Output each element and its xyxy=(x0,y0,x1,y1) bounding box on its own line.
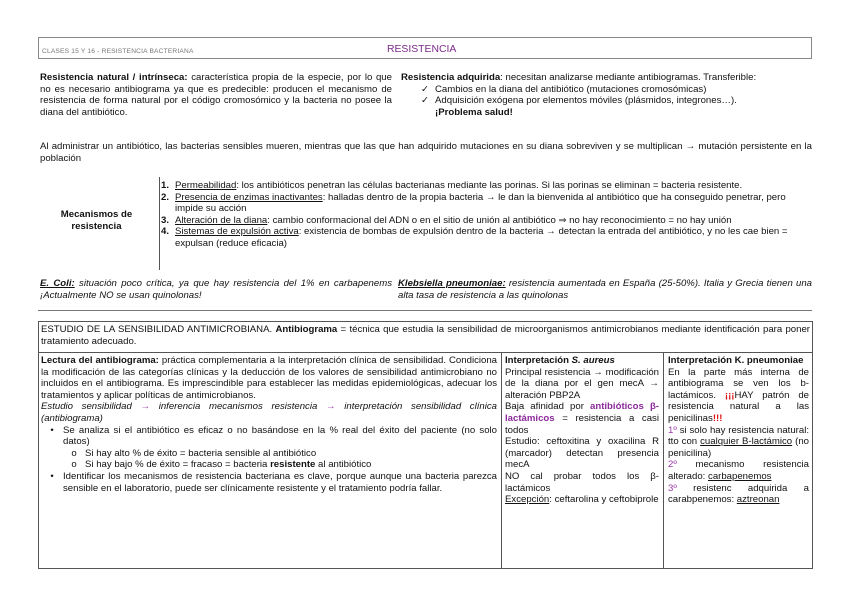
table-col-divider xyxy=(501,353,502,569)
reading-title: Lectura del antibiograma: xyxy=(41,355,159,366)
natural-resistance-term: Resistencia natural / intrínseca: xyxy=(40,72,188,83)
arrow-icon: → xyxy=(325,401,336,413)
arrow-icon: → xyxy=(140,401,151,413)
section-divider xyxy=(38,310,812,311)
intro-paragraph: Al administrar un antibiótico, las bacterias sensibles mueren, mientras que las que han adquirido mutaciones en su diana sobreviven y se multiplican → mutación persistente en la población xyxy=(40,141,812,164)
acquired-item: ✓ Cambios en la diana del antibiótico (mutaciones cromosómicas) xyxy=(421,83,707,95)
circle-bullet-icon: o xyxy=(71,447,77,459)
table-header-divider xyxy=(38,352,813,353)
ecoli-term: E. Coli: xyxy=(40,278,75,289)
check-icon: ✓ xyxy=(421,83,430,95)
natural-resistance-text: característica propia de la especie, por lo que no es necesario antibiograma ya que es predecible: producen el mecanismo de resistencia de forma natural por el código cromosómico y la bacteria no posee la diana del antibiótico. xyxy=(40,72,392,118)
check-icon: ✓ xyxy=(421,95,430,107)
table-col-reading: Lectura del antibiograma: práctica complementaria a la interpretación clínica de sensibilidad. Condiciona la modificación de las categorías clínicas y la deducción de los valores de sensibilidad antimicrobiano no incluidos en el antibiograma. Es imprescindible para establecer las medidas epidemiológicas, adecuar los tratamientos y aplicar políticas de antimicrobianos. Estudio sensibilidad → inferencia mecanismos resistencia → interpretación sensibilidad clínica (antibiograma) • Se analiza si el antibiótico es eficaz o no basándose en la % real del éxito del paciente (no solo datos) o Si hay alto % de éxito = bacteria sensible al antibiótico o Si hay bajo % de éxito = fracaso = bacteria resistente al antibiótico • Identificar los mecanismos de resistencia bacteriana es clave, porque aunque una bacteria parezca sensible en el laboratorio, puede ser clínicamente resistente y el tratamiento podría fallar. xyxy=(41,355,498,494)
flow-text: Estudio sensibilidad → inferencia mecanismos resistencia → interpretación sensibilidad clínica (antibiograma) xyxy=(41,401,498,424)
klebsiella-term: Klebsiella pneumoniae: xyxy=(398,278,506,289)
natural-resistance-paragraph xyxy=(40,72,392,118)
table-col-saureus: Interpretación S. aureus Principal resistencia → modificación de la diana por el gen mecA → alteración PBP2A Baja afinidad por antibióticos β-lactámicos = resistencia a casi todos Estudio: ceftoxitina y oxacilina R (marcador) detectan presencia mecA NO cal probar todos los β-lactámicos Excepción: ceftarolina y ceftobiprole xyxy=(505,355,659,506)
list-item: o Si hay bajo % de éxito = fracaso = bacteria resistente al antibiótico xyxy=(41,459,497,471)
health-alert: ¡Problema salud! xyxy=(435,106,513,118)
header-course-label: CLASES 15 Y 16 - RESISTENCIA BACTERIANA xyxy=(42,48,194,55)
acquired-item: ✓ Adquisición exógena por elementos móviles (plásmidos, integrones…). ¡Problema salud! xyxy=(421,95,737,118)
list-item: o Si hay alto % de éxito = bacteria sensible al antibiótico xyxy=(41,448,497,460)
mechanisms-label: Mecanismos de resistencia xyxy=(60,209,133,232)
acquired-resistance-text: : necesitan analizarse mediante antibiogramas. Transferible: xyxy=(500,72,757,83)
ecoli-note: E. Coli: situación poco crítica, ya que hay resistencia del 1% en carbapenems ¡Actualmente NO se usan quinolonas! xyxy=(40,278,392,301)
table-col-divider xyxy=(663,353,664,569)
acquired-resistance-block xyxy=(401,72,812,118)
mechanism-item: 4. Sistemas de expulsión activa: existencia de bombas de expulsión dentro de la bacteria → detectan la entrada del antibiótico, y no les cae bien = expulsan (reduce eficacia) xyxy=(160,226,788,249)
mechanism-item: 3. Alteración de la diana: cambio conformacional del ADN o en el sitio de unión al antibiótico ⇒ no hay reconocimiento = no hay unión xyxy=(160,214,732,226)
reading-list xyxy=(41,425,497,495)
list-item: • Se analiza si el antibiótico es eficaz o no basándose en la % real del éxito del paciente (no solo datos) xyxy=(41,425,497,448)
page-title: RESISTENCIA xyxy=(387,44,457,55)
list-item: • Identificar los mecanismos de resistencia bacteriana es clave, porque aunque una bacteria parezca sensible en el laboratorio, puede ser clínicamente resistente y el tratamiento podría fallar. xyxy=(41,471,497,494)
circle-bullet-icon: o xyxy=(71,459,77,471)
mechanism-item: 1. Permeabilidad: los antibióticos penetran las células bacterianas mediante las porinas. Si las porinas se eliminan = bacteria resistente. xyxy=(160,180,743,191)
table-col-kpneumoniae: Interpretación K. pneumoniae En la parte más interna de antibiograma se ven los b-lactámicos. ¡¡¡HAY patrón de resistencia natural a las penicilinas!!! 1º si solo hay resistencia natural: tto con cualquier B-lactámico (no penicilina) 2º mecanismo resistencia alterado: carbapenemos 3º resistenc adquirida a carabpenemos: aztreonan xyxy=(668,355,809,506)
bullet-icon: • xyxy=(50,424,54,436)
klebsiella-note: Klebsiella pneumoniae: resistencia aumentada en España (25-50%). Italia y Grecia tienen una alta tasa de resistencia a las quinolonas xyxy=(398,278,812,301)
bullet-icon: • xyxy=(50,470,54,482)
mechanism-item: 2. Presencia de enzimas inactivantes: halladas dentro de la propia bacteria → le dan la bienvenida al antibiótico que ha conseguido penetrar, pero impide su acción xyxy=(160,191,786,215)
mechanisms-list xyxy=(150,180,810,250)
table-header: ESTUDIO DE LA SENSIBILIDAD ANTIMICROBIANA. Antibiograma = técnica que estudia la sensibilidad de microorganismos antimicrobianos mediante identificación para poner tratamiento adecuado. xyxy=(41,324,810,347)
acquired-resistance-term: Resistencia adquirida xyxy=(401,72,501,83)
